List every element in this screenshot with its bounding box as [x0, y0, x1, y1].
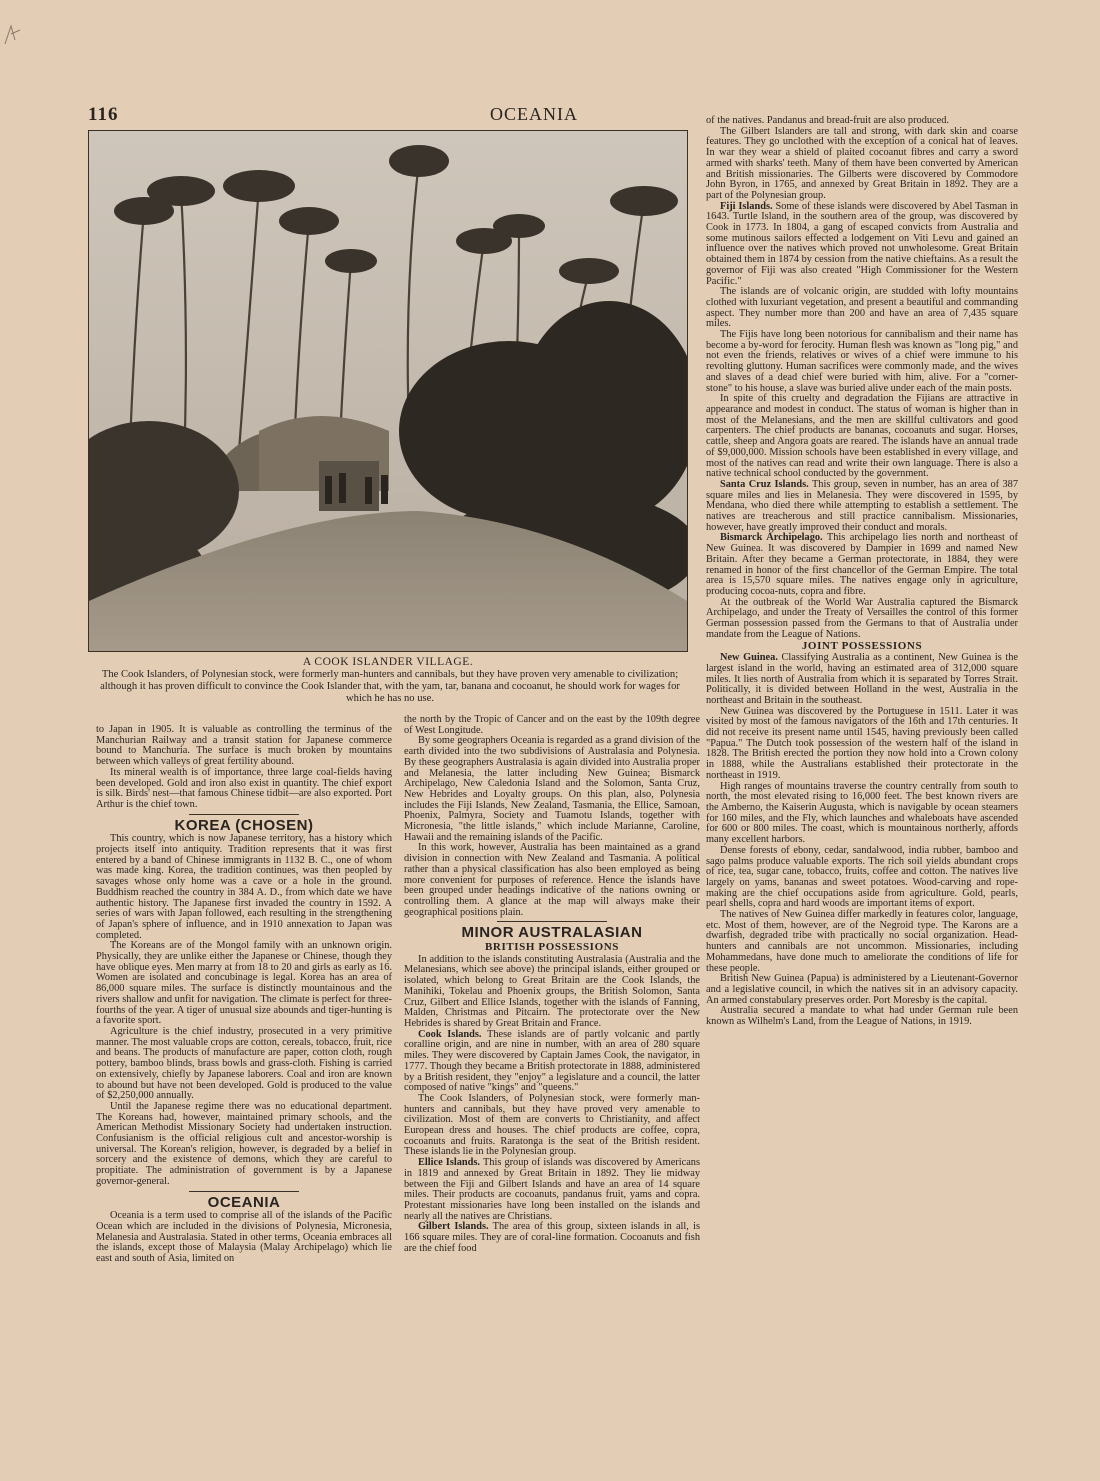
running-head: OCEANIA — [490, 104, 578, 124]
text-column-3 — [706, 116, 1018, 1028]
paragraph: Australia secured a mandate to what had under German rule been known as Wilhelm's Land, from the League of Nations, in 1919. — [706, 1005, 1018, 1028]
run-in-heading: Gilbert Islands. — [418, 1221, 489, 1233]
run-in-heading: Ellice Islands. — [418, 1157, 481, 1169]
photo-caption: The Cook Islanders, of Polynesian stock, were formerly man-hunters and cannibals, but they have proven very amenable to civilization; although it has proven difficult to convince the Cook Islander that, with the yam, tar, banana and cocoanut, he should work for wages for which he has no use. — [100, 669, 680, 704]
run-in-heading: Bismarck Archipelago. — [720, 532, 823, 544]
paragraph-text: This archipelago lies north and northeast of New Guinea. It was discovered by Dampier in 1699 and named New Britain. After they became a German protectorate, in 1884, they were renamed in honor of the first chancellor of the German Empire. The total area is 15,570 square miles. The natives engage only in agriculture, producing cocoa-nuts, copra and fibre. — [706, 532, 1018, 597]
village-photo-illustration — [89, 131, 687, 651]
run-in-heading: Fiji Islands. — [720, 200, 773, 212]
paragraph: In spite of this cruelty and degradation the Fijians are attractive in appearance and modest in conduct. The status of woman is higher than in most of the Melanesians, and the men are skillful cultivators and good carpenters. The chief products are bananas, cocoanuts and sugar. Horses, cattle, sheep and Angora goats are reared. The islands have an annual trade of $9,000,000. Mission schools have been established in every village, and most of the natives can read and write their own language. There is also a native technical school conducted by the government. — [706, 393, 1018, 480]
paragraph — [706, 653, 1018, 707]
page-number: 116 — [88, 104, 119, 125]
paragraph: The Koreans are of the Mongol family with an unknown origin. Physically, they are unlike either the Japanese or Chinese, though they have oblique eyes. Men marry at from 18 to 20 and girls as early as 16. Women are isolated and concubinage is legal. Korea has an area of 86,000 square miles. The surface is distinctly mountainous and the rivers shallow and unfit for navigation. The climate is perfect for three-fourths of the year. A tiger of unusual size abounds and tiger-hunting is a favorite sport. — [96, 940, 392, 1027]
paragraph — [706, 480, 1018, 534]
paragraph: of the natives. Pandanus and bread-fruit are also produced. — [706, 115, 949, 126]
text-column-2 — [404, 715, 700, 1254]
section-heading-joint-possessions: JOINT POSSESSIONS — [801, 640, 923, 653]
section-heading-korea: KOREA (CHOSEN) — [174, 816, 314, 834]
corner-pencil-mark — [2, 20, 26, 50]
paragraph: The Gilbert Islanders are tall and strong, with dark skin and coarse features. They go unclothed with the exception of a conical hat of leaves. In war they wear a shield of plaited cocoanut fibres and carry a sword armed with sharks' teeth. Many of them have been converted by American and British missionaries. The Gilberts were discovered by Commodore John Byron, in 1765, and annexed by Great Britain in 1892. They are a part of the Polynesian group. — [706, 125, 1018, 201]
paragraph — [706, 533, 1018, 597]
paragraph: Dense forests of ebony, cedar, sandalwood, india rubber, bamboo and sago palms produce valuable exports. The rich soil yields abundant crops of rice, tea, sugar cane, tobacco, fruits, coffee and cotton. The natives live largely on yams, bananas and sweet potatoes. Wood-carving and rope-making are the chief occupations aside from agriculture. Gold, pearls, pearl shells, copra and hard woods are important items of export. — [706, 844, 1018, 910]
section-heading-oceania: OCEANIA — [207, 1193, 281, 1211]
paragraph: In addition to the islands constituting Australasia (Australia and the Melanesians, which see above) the principal islands, either grouped or isolated, which belong to Great Britain are the Cook Islands, the Manihiki, Tokelau and Phoenix groups, the British Solomon, Santa Cruz, Gilbert and Ellice Islands, together with the islands of Fanning, Malden, Christmas and Pitcairn. The protectorate over the New Hebrides is shared by Great Britain and France. — [404, 953, 700, 1029]
paragraph-text: This group of islands was discovered by Americans in 1819 and annexed by Great Britain in 1892. They lie midway between the Fiji and Gilbert Islands and have an area of 14 square miles. Their products are cocoanuts, pandanus fruit, yams and copra. Protestant missionaries have long been installed on the islands and nearly all the natives are Christians. — [404, 1157, 700, 1222]
run-in-heading: Santa Cruz Islands. — [720, 478, 809, 490]
paragraph: British New Guinea (Papua) is administered by a Lieutenant-Governor and a legislative council, in which the natives sit in an advisory capacity. An armed constabulary preserves order. Port Moresby is the capital. — [706, 973, 1018, 1006]
paragraph: In this work, however, Australia has been maintained as a grand division in connection with New Zealand and Tasmania. A political rather than a physical classification has also been employed as being more convenient for purposes of reference. Hence the islands have been grouped under headings indicative of the nations owning or controlling them. A glance at the map will always make their geographical positions plain. — [404, 842, 700, 918]
paragraph: At the outbreak of the World War Australia captured the Bismarck Archipelago, and under the Treaty of Versailles the control of this former German possession passed from the Germans to that of Australia under mandate from the League of Nations. — [706, 596, 1018, 640]
paragraph: Its mineral wealth is of importance, three large coal-fields having been developed. Gold and iron also exist in quantity. The chief export is silk. Birds' nest—that famous Chinese tidbit—are also exported. Port Arthur is the chief town. — [96, 766, 392, 810]
paragraph-text: These islands are of partly volcanic and partly coralline origin, and are nine in number, with an area of 280 square miles. They were discovered by Captain James Cook, the navigator, in 1777. Though they became a British protectorate in 1888, administered by a British resident, they "enjoy" a legislature and a council, the latter composed of native "kings" and "queens." — [404, 1028, 700, 1094]
section-rule — [497, 921, 607, 922]
paragraph: The Fijis have long been notorious for cannibalism and their name has become a by-word for ferocity. Human flesh was known as "long pig," and not even the friends, relatives or wives of a chief were immune to his revolting gluttony. Human sacrifices were commonly made, and the wives and slaves of a dead chief were buried with him, alive. For a "corner-stone" to his house, a slave was buried alive under each of the main posts. — [706, 329, 1018, 394]
subheading-british-possessions: BRITISH POSSESSIONS — [485, 941, 619, 954]
paragraph: Until the Japanese regime there was no educational department. The Koreans had, however, maintained primary schools, and the American Methodist Missionary Society had undertaken instruction. Confusianism is the official religious cult and ancestor-worship is universal. The Korean's religion, however, is degraded by a belief in sorcery and the existence of demons, which they are careful to propitiate. The administration of government is by a Japanese governor-general. — [96, 1100, 392, 1187]
paragraph: New Guinea was discovered by the Portuguese in 1511. Later it was visited by most of the famous navigators of the 16th and 17th centuries. It did not receive its present name until 1545, having previously been called "Papua." The Dutch took possession of the western half of the island in 1828. The British erected the portion they now hold into a Crown colony in 1888, while the Australians established their protectorate in the northeast in 1919. — [706, 705, 1018, 781]
paragraph: The natives of New Guinea differ markedly in features color, language, etc. Most of them, however, are of the Negroid type. The Karons are a dwarfish, degraded tribe with practically no social organization. Head-hunters and cannibals are not uncommon. Missionaries, including Mohammedans, have done much to ameliorate the conditions of life for these people. — [706, 909, 1018, 974]
paragraph-text: This group, seven in number, has an area of 387 square miles and lies in Melanesia. They were discovered in 1595, by Mendana, who died there while attempting to establish a settlement. The natives are treacherous and still practice cannibalism. Missionaries, however, have greatly improved their conduct and morals. — [706, 478, 1018, 533]
section-heading-minor-australasian: MINOR AUSTRALASIAN — [461, 924, 643, 942]
paragraph: to Japan in 1905. It is valuable as controlling the terminus of the Manchurian Railway and a transit station for Japanese commerce bound to Manchuria. The surface is much broken by mountains between which valleys of great fertility abound. — [96, 724, 392, 768]
section-rule — [189, 1191, 299, 1192]
photo-caption-title: A COOK ISLANDER VILLAGE. — [302, 656, 474, 668]
paragraph: High ranges of mountains traverse the country centrally from south to north, the most elevated rising to 16,000 feet. The best known rivers are the Amberno, the Kaiserin Augusta, which is navigable by ocean steamers for 160 miles, and the Fly, which launches and whaleboats have ascended for 600 or 800 miles. The coast, which is mountainous northerly, affords many excellent harbors. — [706, 780, 1018, 846]
paragraph: This country, which is now Japanese territory, has a history which projects itself into antiquity. Tradition represents that it was first entered by a band of Chinese immigrants in 1132 B. C., one of whom was made king. Korea, the tradition continues, was then peopled by savages whose only home was a cave or a hole in the ground. Buddhism reached the country in 384 A. D., from which date we have authentic history. The Japanese first invaded the country in 1592. A series of wars with Japan followed, each resulting in the strengthening of Japan's sphere of influence, and in 1910 annexation to Japan was completed. — [96, 833, 392, 941]
paragraph — [404, 1030, 700, 1094]
paragraph — [404, 1222, 700, 1254]
paragraph: The Cook Islanders, of Polynesian stock, were formerly man-hunters and cannibals, but they have proved very amenable to civilization. Most of them are converts to Christianity, and affect European dress and houses. The chief products are coffee, copra, cocoanuts and fruits. Raratonga is the seat of the British resident. These islands lie in the Polynesian group. — [404, 1092, 700, 1158]
paragraph-text: Some of these islands were discovered by Abel Tasman in 1643. Turtle Island, in the southern area of the group, was discovered by Cook in 1773. In 1804, a gang of escaped convicts from Australia and some mutinous sailors effected a lodgement on Viti Levu and gained an influence over the natives which proved not unwholesome. Great Britain obtained them in 1874 by cession from the native chieftains. As a result the governor of Fiji was also created "High Commissioner for the Western Pacific." — [706, 200, 1018, 287]
text-column-1 — [96, 725, 392, 1265]
paragraph: By some geographers Oceania is regarded as a grand division of the earth divided into the two subdivisions of Australasia and Polynesia. By these geographers Australasia is again divided into Australia proper and Melanesia, the latter including New Guinea; Bismarck Archipelago, New Caledonia Island and the Solomon, Santa Cruz, New Hebrides and Loyalty groups. On this plan, also, Polynesia includes the Fiji Islands, New Zealand, Tasmania, the Ellice, Samoan, Phoenix, Palmyra, Society and Tuamotu Islands, together with Micronesia, "the little islands," which include Marianne, Caroline, Hawaii and the remaining islands of the Pacific. — [404, 735, 700, 843]
run-in-heading: Cook Islands. — [418, 1028, 482, 1040]
paragraph-text: The area of this group, sixteen islands in all, is 166 square miles. They are of coral-line formation. Cocoanuts and fish are the chief food — [404, 1221, 700, 1254]
paragraph: Oceania is a term used to comprise all of the islands of the Pacific Ocean which are included in the divisions of Polynesia, Micronesia, Melanesia and Australasia. Stated in other terms, Oceania embraces all the islands, except those of Malaysia (Malay Archipelago) which lie east and south of Asia, limited on — [96, 1210, 392, 1265]
paragraph — [706, 202, 1018, 288]
run-in-heading: New Guinea. — [720, 652, 778, 664]
paragraph: The islands are of volcanic origin, are studded with lofty mountains clothed with luxuriant vegetation, and present a beautiful and commanding aspect. They number more than 200 and have an area of 7,435 square miles. — [706, 286, 1018, 330]
village-photograph — [88, 130, 688, 652]
paragraph — [404, 1158, 700, 1222]
paragraph: the north by the Tropic of Cancer and on the east by the 109th degree of West Longitude. — [404, 714, 700, 736]
section-rule — [189, 814, 299, 815]
paragraph-text: Classifying Australia as a continent, New Guinea is the largest island in the world, having an estimated area of 312,000 square miles. It lies north of Australia from which it is separated by Torres Strait. Politically, it is divided between Holland in the west, Australia in the northeast and Britain in the southeast. — [706, 652, 1018, 706]
paragraph: Agriculture is the chief industry, prosecuted in a very primitive manner. The most valuable crops are cotton, cereals, tobacco, fruit, rice and beans. The products of manufacture are paper, cotton cloth, rough pottery, bamboo blinds, brass bowls and grass-cloth. Fishing is carried on extensively, chiefly by Japanese laborers. Coal and iron are known to abound but have not been developed. Gold is produced to the value of $2,250,000 annually. — [96, 1025, 392, 1102]
